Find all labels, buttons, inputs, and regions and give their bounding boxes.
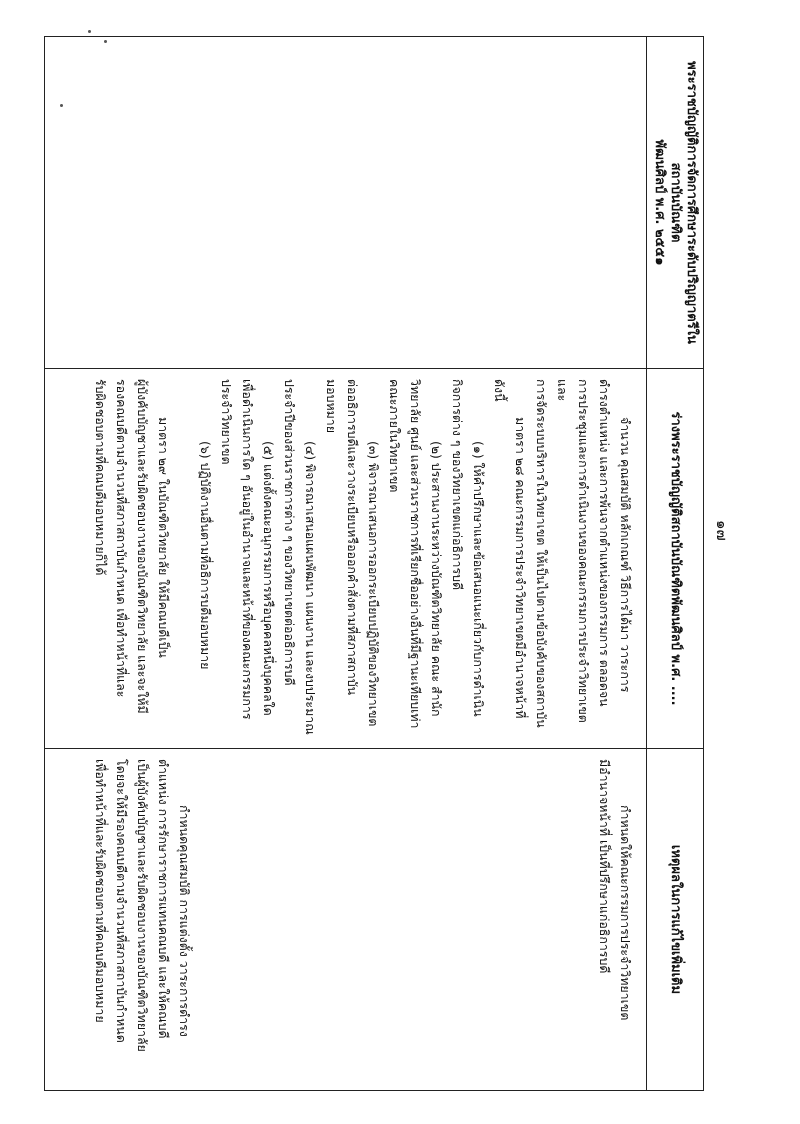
text-line: จำนวน คุณสมบัติ หลักเกณฑ์ วิธีการได้มา วาระการ <box>618 417 633 693</box>
text-line: ดังนี้ <box>492 379 507 402</box>
header-current-act-line1: พระราชบัญญัติการจัดการศึกษาระดับปริญญาตรีในสถาบันบัณฑิต <box>668 61 699 344</box>
text-line <box>216 759 237 1080</box>
text-line <box>510 759 531 1080</box>
text-line: ผู้บังคับบัญชาและรับผิดชอบงานของบัณฑิตวิทยาลัย และจะให้มี <box>135 379 150 714</box>
header-reason: เหตุผลในการแก้ไขเพิ่มเติม <box>647 749 704 1091</box>
text-line: (๒) ประสานงานระหว่างบัณฑิตวิทยาลัย คณะ สำนัก <box>429 441 444 717</box>
text-line: กำหนดคุณสมบัติ การแต่งตั้ง วาระการดำรง <box>177 805 192 1037</box>
text-line: มาตรา ๒๙ ในบัณฑิตวิทยาลัย ให้มีคณบดีเป็น <box>156 417 171 658</box>
text-line <box>489 759 510 1080</box>
reason-cell <box>45 749 647 1091</box>
text-line <box>174 379 195 738</box>
text-line: ประจำวิทยาเขต <box>219 379 234 465</box>
text-line <box>195 759 216 1080</box>
text-line <box>237 759 258 1080</box>
text-line: กำหนดให้คณะกรรมการประจำวิทยาเขต <box>618 805 633 1021</box>
text-line: ต่ออธิการบดีและวางระเบียบหรือออกคำสั่งตามที่สภาสถาบัน <box>345 379 360 696</box>
text-line: มอบหมาย <box>324 379 339 434</box>
current-act-cell <box>45 37 647 369</box>
text-line <box>279 759 300 1080</box>
text-line: กิจการต่าง ๆ ของวิทยาเขตแก่อธิการบดี <box>450 379 465 591</box>
text-line <box>363 759 384 1080</box>
header-draft-act: ร่างพระราชบัญญัติสถาบันบัณฑิตพัฒนศิลป์ พ.ศ. .... <box>647 369 704 749</box>
text-line: (๔) พิจารณาเสนอแผนพัฒนา แผนงาน และงบประมาณ <box>303 441 318 735</box>
table-body-row <box>45 37 647 1091</box>
text-line: รับผิดชอบตามที่คณบดีมอบหมายก็ได้ <box>93 379 108 576</box>
text-line <box>405 759 426 1080</box>
text-line: มีอำนาจหน้าที่ เป็นที่ปรึกษาแก่อธิการบดี <box>597 759 612 974</box>
text-line: การประชุมและการดำเนินงานของคณะกรรมการประจำวิทยาเขตและ <box>555 379 591 723</box>
text-line <box>531 759 552 1080</box>
text-line <box>447 759 468 1080</box>
text-line: ดำรงตำแหน่ง และการพ้นจากตำแหน่งของกรรมการ ตลอดจน <box>597 379 612 707</box>
text-line: โดยจะให้มีรองคณบดีตามจำนวนที่สภาสถาบันกำหนด <box>114 759 129 1043</box>
text-line <box>573 759 594 1080</box>
text-line <box>321 759 342 1080</box>
text-line <box>384 759 405 1080</box>
header-current-act-line2: พัฒนศิลป์ พ.ศ. ๒๕๕๑ <box>652 139 667 266</box>
text-line: วิทยาลัย ศูนย์ และส่วนราชการที่เรียกชื่ออย่างอื่นที่มีฐานะเทียบเท่า <box>408 379 423 729</box>
table-header-row <box>647 37 704 1091</box>
text-line: (๑) ให้คำปรึกษาและข้อเสนอแนะเกี่ยวกับการดำเนิน <box>471 441 486 717</box>
text-line: การจัดระบบบริหารในวิทยาเขต ให้เป็นไปตามข้อบังคับของสถาบัน <box>534 379 549 728</box>
text-line: (๖) ปฏิบัติงานอื่นตามที่อธิการบดีมอบหมาย <box>198 441 213 670</box>
text-line <box>552 759 573 1080</box>
text-line <box>426 759 447 1080</box>
text-line <box>342 759 363 1080</box>
text-line <box>300 759 321 1080</box>
page-number: ๑๗ <box>713 520 731 541</box>
text-line: เพื่อดำเนินการใด ๆ อันอยู่ในอำนาจและหน้าที่ของคณะกรรมการ <box>240 379 255 720</box>
text-line: มาตรา ๒๘ คณะกรรมการประจำวิทยาเขตมีอำนาจหน้าที่ <box>513 417 528 719</box>
text-line: (๕) แต่งตั้งคณะอนุกรรมการหรือบุคคลหนึ่งบุคคลใด <box>261 441 276 716</box>
draft-act-cell <box>45 369 647 749</box>
text-line: เป็นผู้บังคับบัญชาและรับผิดชอบงานของบัณฑิตวิทยาลัย <box>135 759 150 1052</box>
text-line: ประจำปีของส่วนราชการต่าง ๆ ของวิทยาเขตต่ออธิการบดี <box>282 379 297 686</box>
comparison-table <box>44 36 704 1091</box>
text-line <box>468 759 489 1080</box>
text-line: ตำแหน่ง การรักษาราชการแทนคณบดี และให้คณบดี <box>156 759 171 1039</box>
text-line: เพื่อทำหน้าที่และรับผิดชอบตามที่คณบดีมอบหมาย <box>93 759 108 1023</box>
text-line: (๓) พิจารณาเสนอการออกระเบียบปฏิบัติของวิทยาเขต <box>366 441 381 727</box>
text-line: คณะภายในวิทยาเขต <box>387 379 402 493</box>
text-line: รองคณบดีตามจำนวนที่สภาสถาบันกำหนด เพื่อทำหน้าที่และ <box>114 379 129 698</box>
text-line <box>258 759 279 1080</box>
header-current-act <box>647 37 704 369</box>
